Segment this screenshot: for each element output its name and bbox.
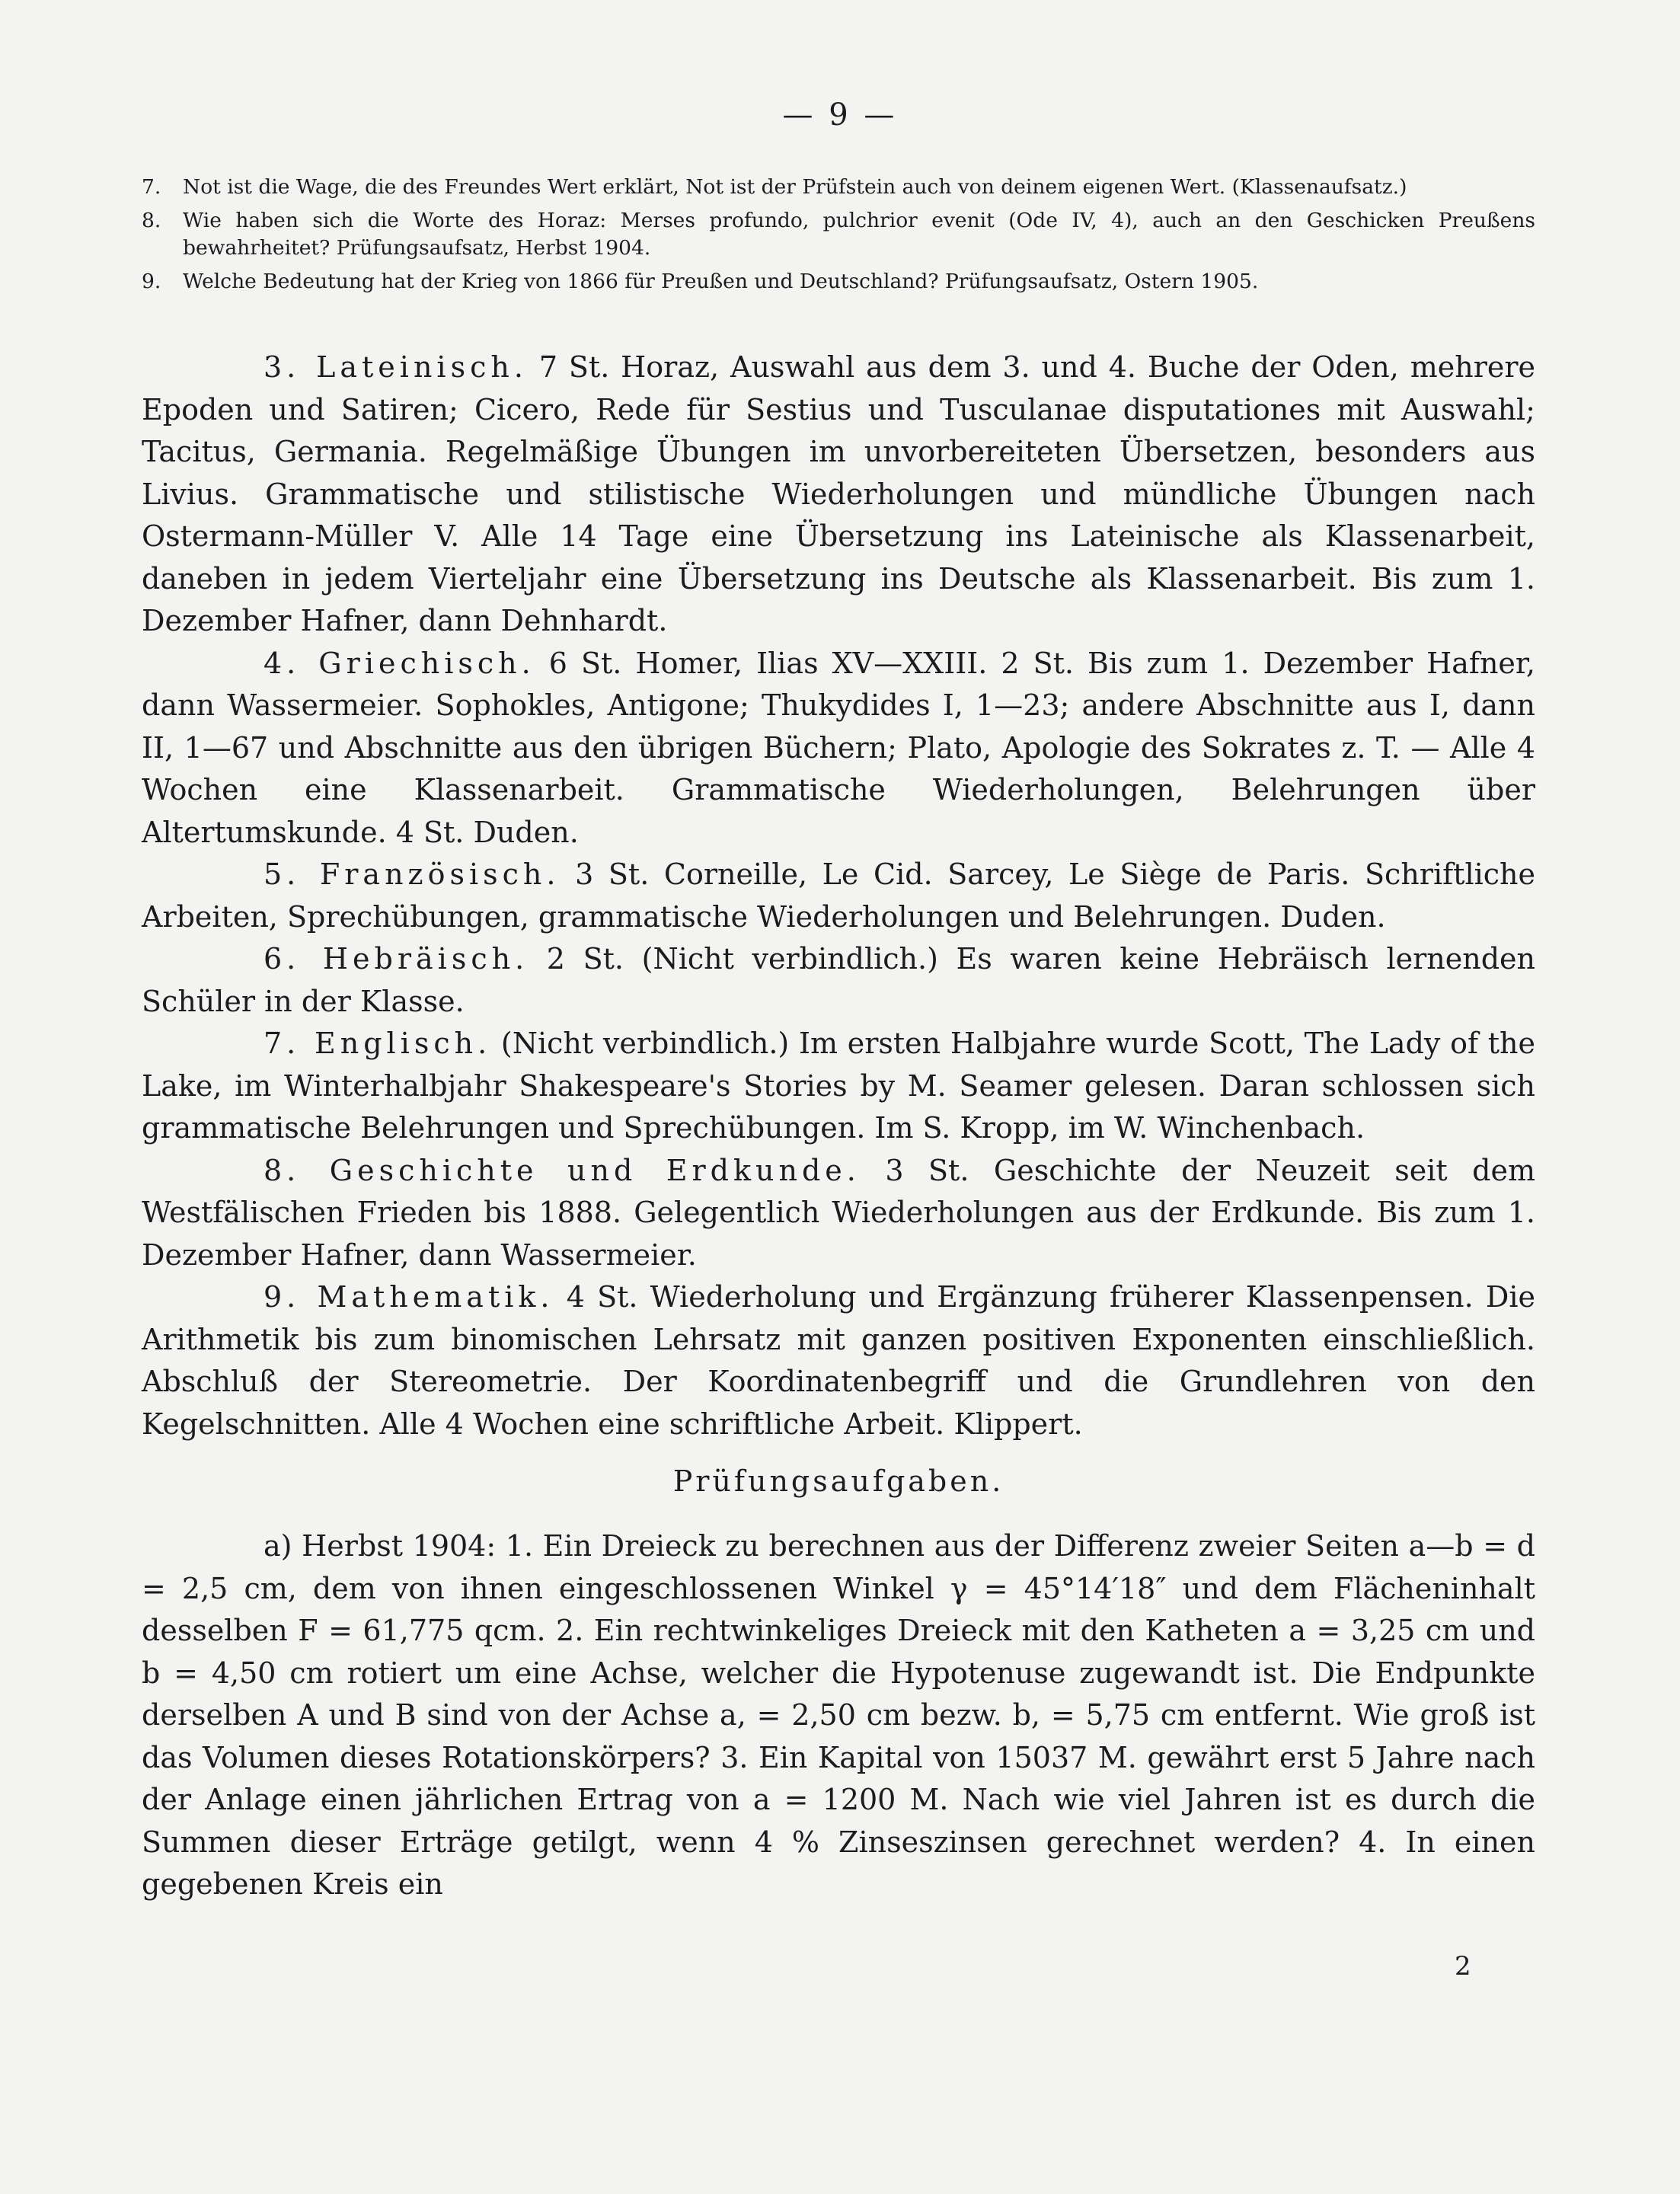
sheet-number: 2 xyxy=(1455,1951,1471,1982)
section-greek xyxy=(142,643,1535,854)
topic-number: 8. xyxy=(142,209,161,232)
section-mathematics xyxy=(142,1276,1535,1445)
list-item xyxy=(142,207,1535,262)
main-text xyxy=(142,347,1535,1906)
section-hebrew xyxy=(142,938,1535,1023)
section-body: 7 St. Horaz, Auswahl aus dem 3. und 4. Buche der Oden, mehrere Epoden und Satiren; Cicero, Rede für Sestius und Tusculanae disputationes mit Auswahl; Tacitus, Germania. Regelmäßige Übungen im unvorbereiteten Übersetzen, besonders aus Livius. Grammatische und stilistische Wiederholungen und mündliche Übungen nach Ostermann-Müller V. Alle 14 Tage eine Übersetzung ins Lateinische als Klassenarbeit, daneben in jedem Vierteljahr eine Übersetzung ins Deutsche als Klassenarbeit. Bis zum 1. Dezember Hafner, dann Dehnhardt. xyxy=(142,350,1535,637)
topic-text: Not ist die Wage, die des Freundes Wert erklärt, Not ist der Prüfstein auch von deinem eigenen Wert. (Klassenaufsatz.) xyxy=(183,175,1407,199)
topic-number: 7. xyxy=(142,175,161,199)
section-body: 6 St. Homer, Ilias XV—XXIII. 2 St. Bis zum 1. Dezember Hafner, dann Wassermeier. Sophokles, Antigone; Thukydides I, 1—23; andere Abschnitte aus I, dann II, 1—67 und Abschnitte aus den übrigen Büchern; Plato, Apologie des Sokrates z. T. — Alle 4 Wochen eine Klassenarbeit. Grammatische Wiederholungen, Belehrungen über Altertumskunde. 4 St. Duden. xyxy=(142,646,1535,849)
section-title: 3. Lateinisch. xyxy=(263,350,528,384)
section-title: 6. Hebräisch. xyxy=(263,942,529,976)
list-item xyxy=(142,174,1535,201)
section-body: (Nicht verbindlich.) Im ersten Halbjahre wurde Scott, The Lady of the Lake, im Winterhalbjahr Shakespeare's Stories by M. Seamer gelesen. Daran schlossen sich grammatische Belehrungen und Sprechübungen. Im S. Kropp, im W. Winchenbach. xyxy=(142,1027,1536,1145)
exam-tasks-paragraph: a) Herbst 1904: 1. Ein Dreieck zu berechnen aus der Differenz zweier Seiten a—b = d = 2,5 cm, dem von ihnen eingeschlossenen Winkel γ = 45°14′18″ und dem Flächeninhalt desselben F = 61,775 qcm. 2. Ein rechtwinkeliges Dreieck mit den Katheten a = 3,25 cm und b = 4,50 cm rotiert um eine Achse, welcher die Hypotenuse zugewandt ist. Die Endpunkte derselben A und B sind von der Achse a, = 2,50 cm bezw. b, = 5,75 cm entfernt. Wie groß ist das Volumen dieses Rotationskörpers? 3. Ein Kapital von 15037 M. gewährt erst 5 Jahre nach der Anlage einen jährlichen Ertrag von a = 1200 M. Nach wie viel Jahren ist es durch die Summen dieser Erträge getilgt, wenn 4 % Zinseszinsen gerechnet werden? 4. In einen gegebenen Kreis ein xyxy=(142,1529,1535,1901)
section-title: 7. Englisch. xyxy=(263,1027,492,1060)
section-title: 9. Mathematik. xyxy=(263,1280,554,1314)
section-body: 2 St. (Nicht verbindlich.) Es waren keine Hebräisch lernenden Schüler in der Klasse. xyxy=(142,942,1536,1018)
section-english xyxy=(142,1023,1535,1150)
section-latin xyxy=(142,347,1535,643)
section-body: 3 St. Geschichte der Neuzeit seit dem Westfälischen Frieden bis 1888. Gelegentlich Wiederholungen aus der Erdkunde. Bis zum 1. Dezember Hafner, dann Wassermeier. xyxy=(142,1153,1535,1272)
section-history xyxy=(142,1150,1535,1277)
section-body: 3 St. Corneille, Le Cid. Sarcey, Le Siège de Paris. Schriftliche Arbeiten, Sprechübungen, grammatische Wiederholungen und Belehrungen. Duden. xyxy=(142,857,1535,934)
section-title: 8. Geschichte und Erdkunde. xyxy=(263,1153,861,1187)
section-title: 5. Französisch. xyxy=(263,857,561,891)
page-number: — 9 — xyxy=(782,97,898,133)
topic-text: Wie haben sich die Worte des Horaz: Merses profundo, pulchrior evenit (Ode IV, 4), auch an den Geschicken Preußens bewahrheitet? Prüfungsaufsatz, Herbst 1904. xyxy=(183,209,1535,260)
heading-exam-tasks: Prüfungsaufgaben. xyxy=(672,1464,1004,1498)
section-title: 4. Griechisch. xyxy=(263,646,535,680)
list-item xyxy=(142,268,1535,295)
topic-text: Welche Bedeutung hat der Krieg von 1866 für Preußen und Deutschland? Prüfungsaufsatz, Ostern 1905. xyxy=(183,270,1259,293)
section-body: 4 St. Wiederholung und Ergänzung früherer Klassenpensen. Die Arithmetik bis zum binomischen Lehrsatz mit ganzen positiven Exponenten einschließlich. Abschluß der Stereometrie. Der Koordinatenbegriff und die Grundlehren von den Kegelschnitten. Alle 4 Wochen eine schriftliche Arbeit. Klippert. xyxy=(142,1280,1535,1441)
essay-topics-list xyxy=(142,174,1535,302)
section-french xyxy=(142,854,1535,938)
topic-number: 9. xyxy=(142,270,161,293)
